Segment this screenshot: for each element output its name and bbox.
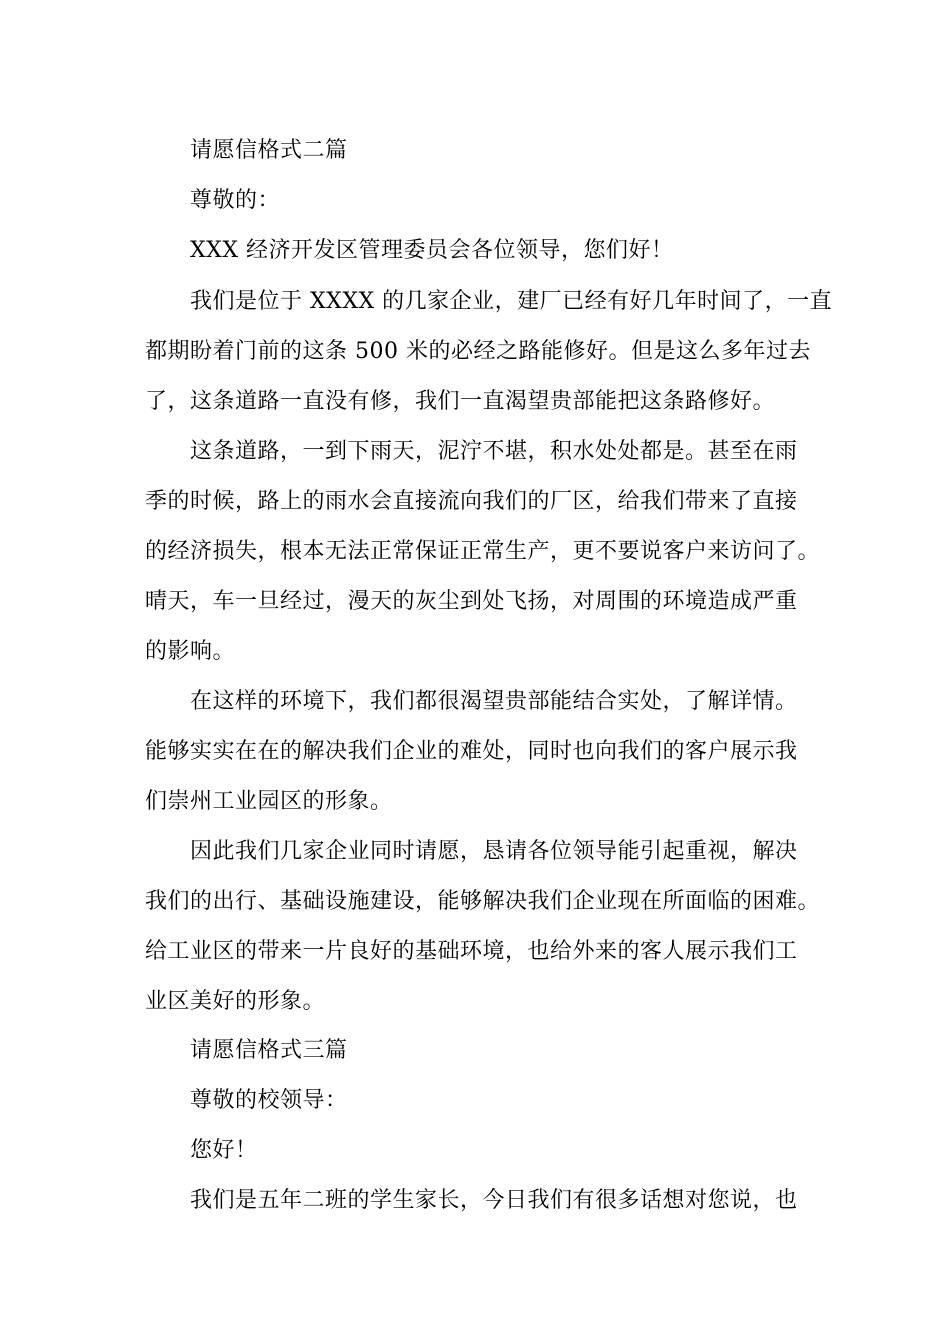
greeting-line-2: 您好！ [190,1138,258,1163]
paragraph-4-line-2: 我们的出行、基础设施建设，能够解决我们企业现在所面临的困难。 [145,889,821,914]
salutation-line: 尊敬的： [190,188,281,213]
paragraph-5-line-1: 我们是五年二班的学生家长，今日我们有很多话想对您说，也 [190,1188,798,1213]
paragraph-2-line-2: 季的时候，路上的雨水会直接流向我们的厂区，给我们带来了直接 [145,489,798,514]
paragraph-4-line-3: 给工业区的带来一片良好的基础环境，也给外来的客人展示我们工 [145,939,798,964]
paragraph-1-line-2: 都期盼着门前的这条 500 米的必经之路能修好。但是这么多年过去 [145,339,811,364]
heading-format-three: 请愿信格式三篇 [190,1038,348,1063]
paragraph-1-line-1: 我们是位于 XXXX 的几家企业，建厂已经有好几年时间了，一直 [190,289,833,314]
paragraph-2-line-1: 这条道路，一到下雨天，泥泞不堪，积水处处都是。甚至在雨 [190,439,798,464]
heading-format-two: 请愿信格式二篇 [190,138,348,163]
paragraph-2-line-5: 的影响。 [145,639,236,664]
paragraph-2-line-4: 晴天，车一旦经过，漫天的灰尘到处飞扬，对周围的环境造成严重 [145,589,798,614]
paragraph-3-line-1: 在这样的环境下，我们都很渴望贵部能结合实处，了解详情。 [190,689,798,714]
paragraph-1-line-3: 了，这条道路一直没有修，我们一直渴望贵部能把这条路修好。 [145,389,776,414]
salutation-line-2: 尊敬的校领导： [190,1088,348,1113]
paragraph-2-line-3: 的经济损失，根本无法正常保证正常生产，更不要说客户来访问了。 [145,539,821,564]
greeting-line: XXX 经济开发区管理委员会各位领导，您们好！ [190,238,674,263]
paragraph-4-line-1: 因此我们几家企业同时请愿，恳请各位领导能引起重视，解决 [190,839,798,864]
paragraph-4-line-4: 业区美好的形象。 [145,989,326,1014]
paragraph-3-line-2: 能够实实在在的解决我们企业的难处，同时也向我们的客户展示我 [145,739,798,764]
paragraph-3-line-3: 们崇州工业园区的形象。 [145,789,393,814]
